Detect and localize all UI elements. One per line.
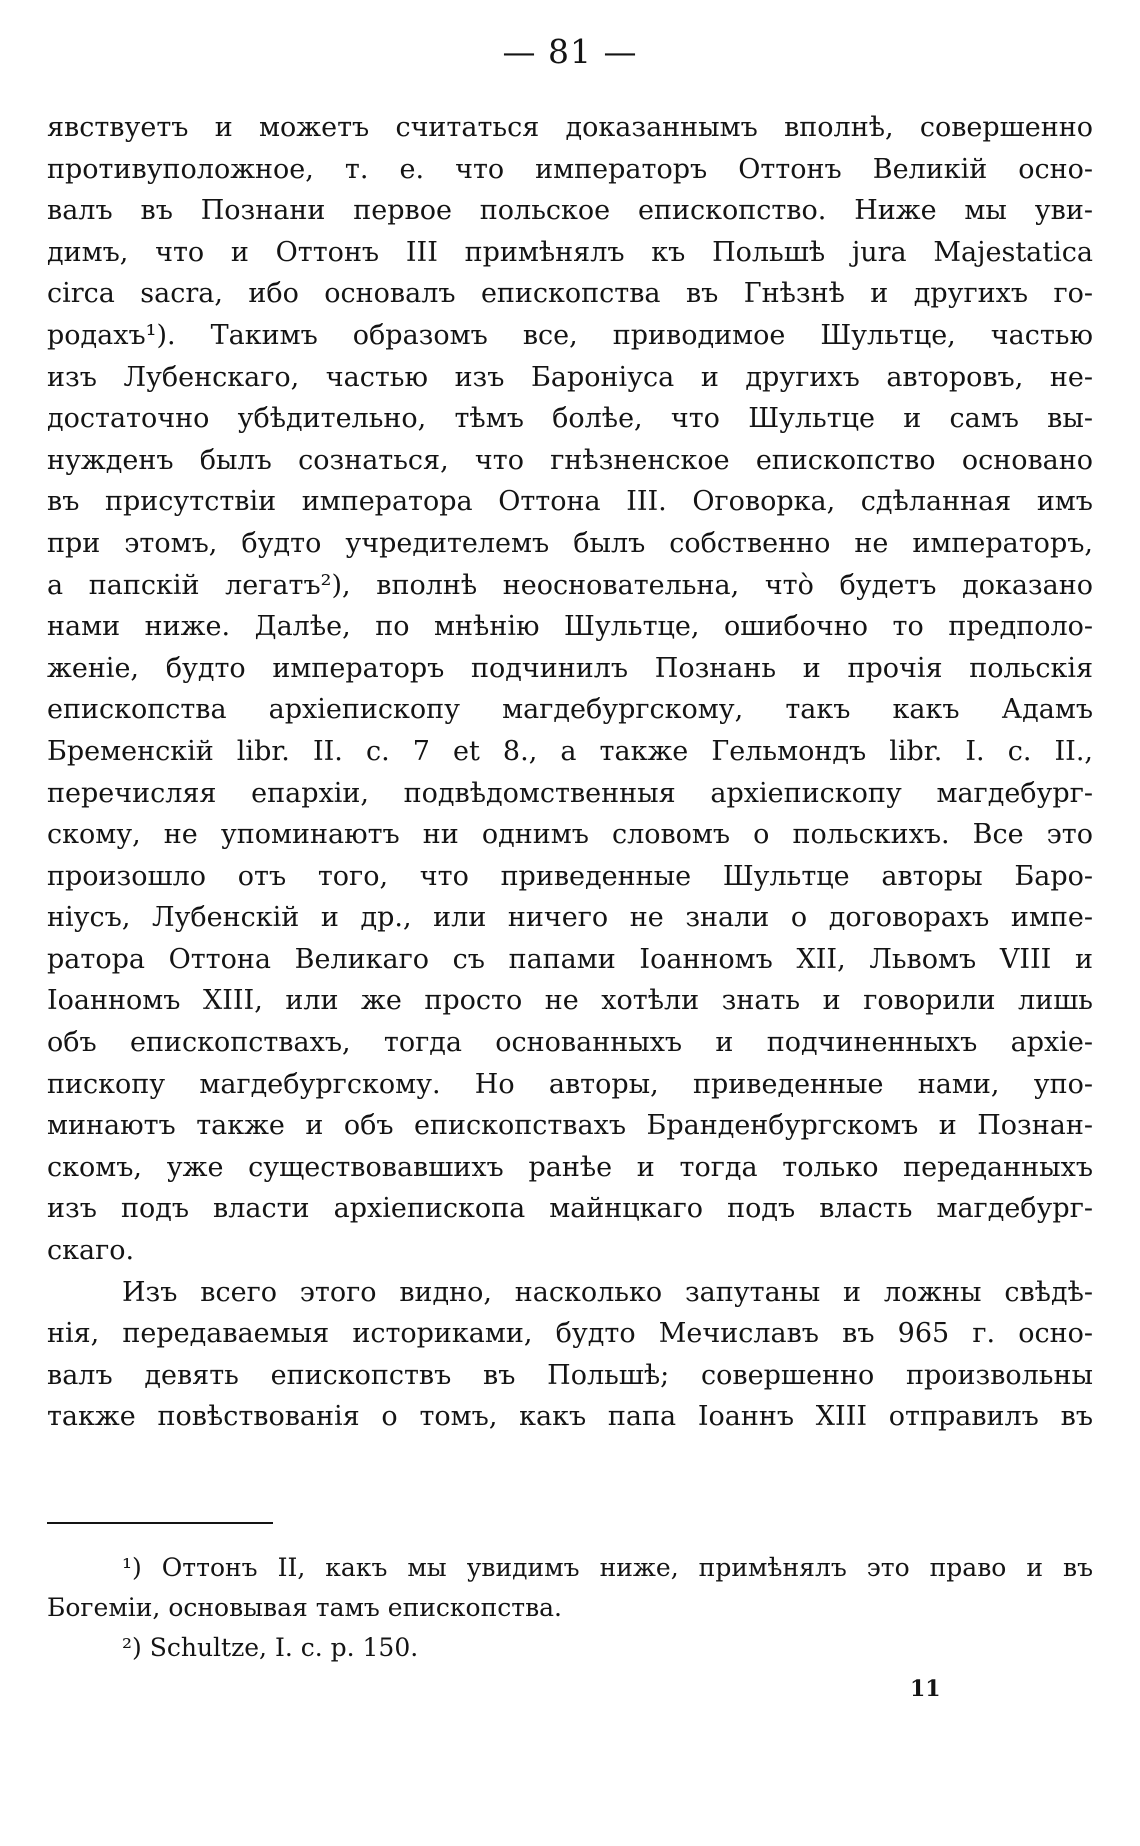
text-line: димъ, что и Оттонъ III примѣнялъ къ Польшѣ jura Majestatica — [47, 236, 1093, 268]
text-line: изъ подъ власти архіепископа майнцкаго подъ власть магдебург- — [47, 1193, 1093, 1225]
footnote-1-line: Богеміи, основывая тамъ епископства. — [47, 1593, 563, 1622]
text-line: минаютъ также и объ епископствахъ Бранденбургскомъ и Познан- — [47, 1110, 1093, 1142]
text-line: circa sacra, ибо основалъ епископства въ Гнѣзнѣ и другихъ го- — [47, 278, 1093, 310]
signature-mark: 11 — [910, 1676, 941, 1702]
text-line: перечисляя епархіи, подвѣдомственныя архіепископу магдебург- — [47, 777, 1093, 809]
text-line: объ епископствахъ, тогда основанныхъ и подчиненныхъ архіе- — [47, 1027, 1093, 1059]
text-line: ніусъ, Лубенскій и др., или ничего не знали о договорахъ импе- — [47, 902, 1093, 934]
text-line: изъ Лубенскаго, частью изъ Бароніуса и другихъ авторовъ, не- — [47, 361, 1093, 393]
text-line: а папскій легатъ²), вполнѣ неосновательна, что̀ будетъ доказано — [47, 569, 1093, 601]
text-line: валъ девять епископствъ въ Польшѣ; совершенно произвольны — [47, 1359, 1093, 1391]
footnote-divider — [47, 1522, 273, 1524]
text-line: въ присутствіи императора Оттона III. Оговорка, сдѣланная имъ — [47, 486, 1093, 518]
text-line: явствуетъ и можетъ считаться доказаннымъ вполнѣ, совершенно — [47, 112, 1093, 143]
text-line: противуположное, т. е. что императоръ Оттонъ Великій осно- — [47, 153, 1093, 185]
text-line: родахъ¹). Такимъ образомъ все, приводимое Шультце, частью — [47, 319, 1093, 351]
footnote-2-line: ²) Schultze, I. c. p. 150. — [122, 1633, 419, 1662]
body-text — [47, 107, 1093, 1438]
footnote-1-line: ¹) Оттонъ II, какъ мы увидимъ ниже, примѣнялъ это право и въ — [122, 1553, 1093, 1582]
text-line: также повѣствованія о томъ, какъ папа Іоаннъ XIII отправилъ въ — [47, 1401, 1093, 1433]
text-line: скому, не упоминаютъ ни однимъ словомъ о польскихъ. Все это — [47, 819, 1093, 851]
text-line: пископу магдебургскому. Но авторы, приведенные нами, упо- — [47, 1068, 1093, 1100]
text-line: при этомъ, будто учредителемъ былъ собственно не императоръ, — [47, 527, 1093, 559]
footnotes — [47, 1548, 1093, 1668]
text-line: Бременскій libr. II. c. 7 et 8., а также Гельмондъ libr. I. c. II., — [47, 735, 1093, 767]
text-line: епископства архіепископу магдебургскому, такъ какъ Адамъ — [47, 694, 1093, 726]
text-line: нами ниже. Далѣе, по мнѣнію Шультце, ошибочно то предполо- — [47, 611, 1093, 643]
text-line: скомъ, уже существовавшихъ ранѣе и тогда только переданныхъ — [47, 1151, 1093, 1183]
text-line: ратора Оттона Великаго съ папами Іоанномъ XII, Львомъ VIII и — [47, 943, 1093, 975]
page-number: — 81 — — [502, 32, 638, 71]
text-line: скаго. — [47, 1235, 135, 1267]
text-line: валъ въ Познани первое польское епископство. Ниже мы уви- — [47, 195, 1093, 227]
text-line: Іоанномъ XIII, или же просто не хотѣли знать и говорили лишь — [47, 985, 1093, 1017]
text-line: нія, передаваемыя историками, будто Мечиславъ въ 965 г. осно- — [47, 1318, 1093, 1350]
paragraph-start-line: Изъ всего этого видно, насколько запутаны и ложны свѣдѣ- — [122, 1276, 1093, 1308]
text-line: произошло отъ того, что приведенные Шультце авторы Баро- — [47, 860, 1093, 892]
text-line: достаточно убѣдительно, тѣмъ болѣе, что Шультце и самъ вы- — [47, 403, 1093, 435]
text-line: женіе, будто императоръ подчинилъ Познань и прочія польскія — [47, 652, 1093, 684]
text-line: нужденъ былъ сознаться, что гнѣзненское епископство основано — [47, 444, 1093, 476]
